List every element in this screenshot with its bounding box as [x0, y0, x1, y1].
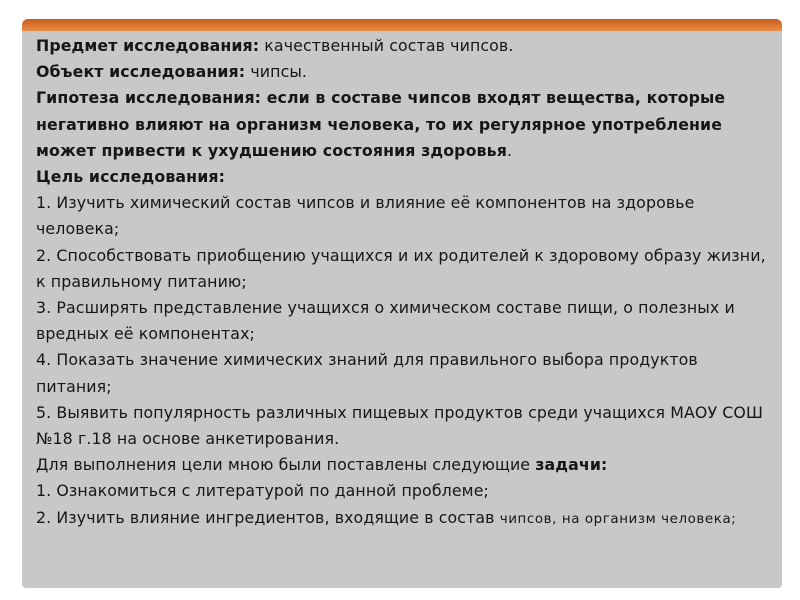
tasks-intro-line	[36, 452, 770, 478]
task-item-2-main: 2. Изучить влияние ингредиентов, входящие в состав	[36, 507, 500, 527]
goal-item-4: 4. Показать значение химических знаний для правильного выбора продуктов питания;	[36, 350, 698, 396]
task-item-2	[36, 505, 770, 533]
hypothesis-text: если в составе чипсов входят вещества, которые негативно влияют на организм человека, то их регулярное употребление может привести к ухудшению состояния здоровья	[36, 88, 726, 160]
hypothesis-paragraph	[36, 85, 770, 164]
subject-line	[36, 33, 770, 59]
tasks-keyword: задачи:	[535, 455, 608, 475]
goal-item-3: 3. Расширять представление учащихся о химическом составе пищи, о полезных и вредных её компонентах;	[36, 298, 735, 344]
tasks-intro: Для выполнения цели мною были поставлены следующие	[36, 455, 536, 475]
hypothesis-label: Гипотеза исследования:	[36, 88, 262, 108]
subject-label: Предмет исследования:	[36, 36, 260, 55]
task-item-2-small: чипсов, на организм человека;	[499, 511, 737, 527]
subject-text: качественный состав чипсов.	[259, 36, 514, 55]
goal-item-5: 5. Выявить популярность различных пищевых продуктов среди учащихся МАОУ СОШ №18 г.18 на основе анкетирования.	[36, 402, 763, 449]
goal-label: Цель исследования:	[36, 167, 226, 187]
object-label: Объект исследования:	[36, 62, 246, 82]
goal-item-1: 1. Изучить химический состав чипсов и влияние её компонентов на здоровье человека;	[36, 193, 695, 239]
object-line	[36, 59, 770, 85]
object-text: чипсы.	[245, 62, 308, 82]
goal-item-2: 2. Способствовать приобщению учащихся и их родителей к здоровому образу жизни, к правильному питанию;	[36, 245, 766, 291]
slide-text	[36, 33, 770, 533]
hypothesis-end: .	[506, 140, 513, 160]
task-item-1: 1. Ознакомиться с литературой по данной проблеме;	[36, 481, 489, 501]
